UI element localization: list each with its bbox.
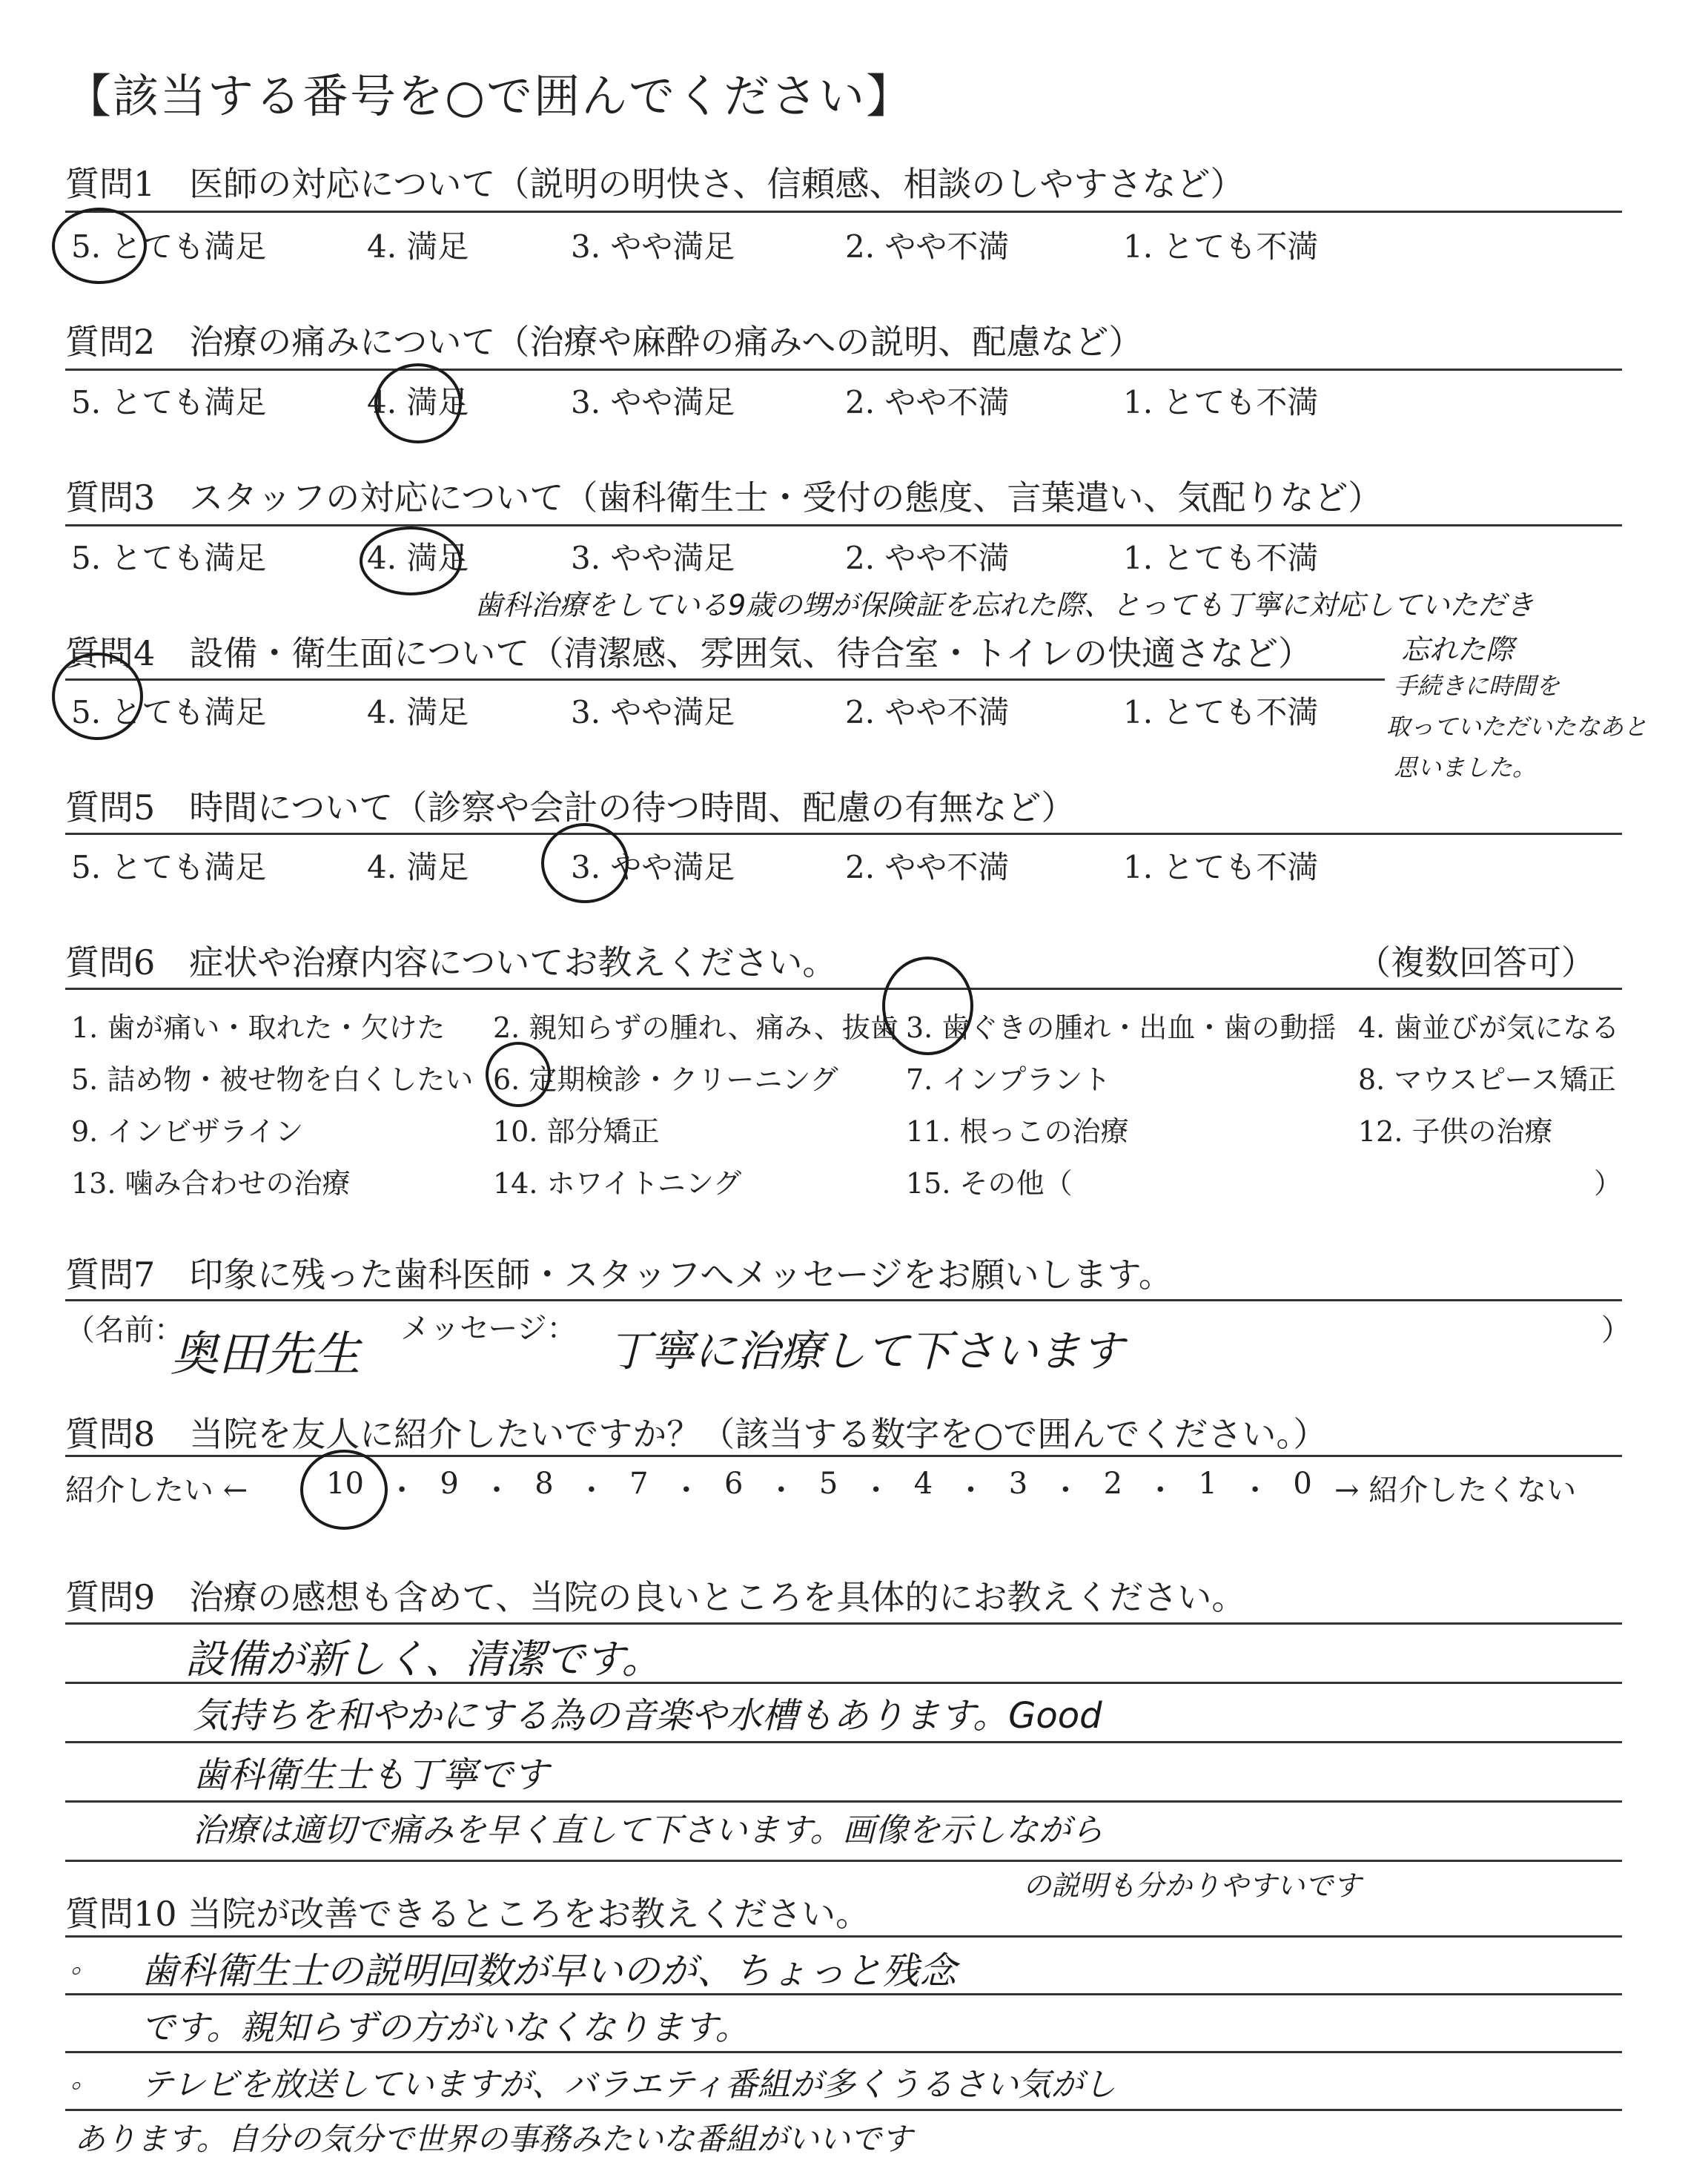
q3-handwritten-note-line5: 思いました。: [1394, 753, 1537, 782]
q8-scale-2[interactable]: 2: [1103, 1467, 1123, 1501]
q4-option-4[interactable]: 4. 満足: [367, 694, 469, 730]
q3-selection-circle: [360, 526, 462, 595]
q4-rule: [65, 678, 1385, 681]
q8-scale-0[interactable]: 0: [1293, 1467, 1312, 1501]
q7-rule: [65, 1299, 1622, 1301]
q3-option-5[interactable]: 5. とても満足: [71, 540, 267, 576]
q6-item-14[interactable]: 14. ホワイトニング: [493, 1167, 742, 1200]
q8-left-label: 紹介したい ←: [65, 1473, 248, 1507]
q6-item-7[interactable]: 7. インプラント: [906, 1063, 1111, 1096]
q8-scale-7[interactable]: 7: [629, 1467, 649, 1501]
q8-scale-6[interactable]: 6: [724, 1467, 744, 1501]
q8-scale-9[interactable]: 9: [440, 1467, 459, 1501]
q7-name-handwritten[interactable]: 奥田先生: [171, 1327, 360, 1382]
q2-option-4[interactable]: 4. 満足: [367, 384, 469, 420]
q8-scale-1[interactable]: 1: [1198, 1467, 1217, 1501]
q6-item-1[interactable]: 1. 歯が痛い・取れた・欠けた: [71, 1011, 446, 1044]
q6-item-15[interactable]: 15. その他（: [906, 1167, 1073, 1200]
q6-item-11[interactable]: 11. 根っこの治療: [906, 1115, 1129, 1148]
q10-answer-line3[interactable]: テレビを放送していますが、バラエティ番組が多くうるさい気がし: [141, 2066, 1116, 2104]
q6-other-close: ）: [1594, 1167, 1623, 1200]
q1-option-3[interactable]: 3. やや満足: [571, 228, 735, 265]
q8-scale-3[interactable]: 3: [1008, 1467, 1028, 1501]
q3-option-1[interactable]: 1. とても不満: [1123, 540, 1319, 576]
q5-option-5[interactable]: 5. とても満足: [71, 849, 267, 885]
q4-selection-circle: [52, 653, 143, 740]
q8-scale-dot: ・: [1145, 1473, 1176, 1507]
q9-rule-4: [65, 1860, 1622, 1862]
q8-scale-dot: ・: [482, 1473, 512, 1507]
q2-rule: [65, 369, 1622, 371]
q4-option-5[interactable]: 5. とても満足: [71, 694, 267, 730]
q6-title: 質問6 症状や治療内容についてお教えください。: [65, 942, 837, 982]
q4-title: 質問4 設備・衛生面について（清潔感、雰囲気、待合室・トイレの快適さなど）: [65, 633, 1313, 673]
q2-selection-circle: [374, 363, 462, 443]
q6-selection-circle-3: [882, 957, 973, 1055]
q3-option-2[interactable]: 2. やや不満: [845, 540, 1010, 576]
q8-scale-dot: ・: [861, 1473, 891, 1507]
q9-title: 質問9 治療の感想も含めて、当院の良いところを具体的にお教えください。: [65, 1577, 1246, 1617]
q6-item-12[interactable]: 12. 子供の治療: [1358, 1115, 1553, 1148]
q10-answer-line4[interactable]: あります。自分の気分で世界の事務みたいな番組がいいです: [74, 2121, 913, 2157]
q9-answer-line3[interactable]: 歯科衛生士も丁寧です: [193, 1754, 549, 1796]
q7-name-label: （名前：: [65, 1313, 184, 1347]
q8-scale-8[interactable]: 8: [534, 1467, 554, 1501]
q3-option-3[interactable]: 3. やや満足: [571, 540, 735, 576]
q5-option-1[interactable]: 1. とても不満: [1123, 849, 1319, 885]
q8-scale-dot: ・: [1240, 1473, 1271, 1507]
q5-option-2[interactable]: 2. やや不満: [845, 849, 1010, 885]
q3-handwritten-note-line4: 取っていただいたなあと: [1386, 713, 1648, 741]
q4-option-3[interactable]: 3. やや満足: [571, 694, 735, 730]
q8-scale: [326, 1467, 1312, 1509]
q9-rule-2: [65, 1741, 1622, 1743]
q9-answer-line4[interactable]: 治療は適切で痛みを早く直して下さいます。画像を示しながら: [193, 1811, 1104, 1849]
q9-answer-extra[interactable]: の説明も分かりやすいです: [1023, 1869, 1362, 1902]
q6-item-3[interactable]: 3. 歯ぐきの腫れ・出血・歯の動揺: [906, 1011, 1337, 1044]
q9-rule-3: [65, 1800, 1622, 1803]
q9-rule-0: [65, 1622, 1622, 1625]
q8-title: 質問8 当院を友人に紹介したいですか？（該当する数字を○で囲んでください。）: [65, 1414, 1328, 1454]
q8-scale-dot: ・: [671, 1473, 701, 1507]
q3-handwritten-note-line1: 歯科治療をしている9歳の甥が保険証を忘れた際、とっても丁寧に対応していただき: [474, 589, 1535, 621]
q10-rule-3: [65, 2109, 1622, 2111]
q2-option-3[interactable]: 3. やや満足: [571, 384, 735, 420]
q5-selection-circle: [541, 823, 629, 903]
q1-option-4[interactable]: 4. 満足: [367, 228, 469, 265]
q8-scale-dot: ・: [766, 1473, 796, 1507]
q4-option-1[interactable]: 1. とても不満: [1123, 694, 1319, 730]
q3-handwritten-note-line3: 手続きに時間を: [1394, 672, 1560, 700]
q2-option-2[interactable]: 2. やや不満: [845, 384, 1010, 420]
q1-selection-circle: [52, 208, 147, 284]
q8-scale-4[interactable]: 4: [913, 1467, 933, 1501]
q1-rule: [65, 211, 1622, 213]
q6-note: （複数回答可）: [1357, 942, 1595, 982]
q1-option-2[interactable]: 2. やや不満: [845, 228, 1010, 265]
q6-item-9[interactable]: 9. インビザライン: [71, 1115, 304, 1148]
q5-rule: [65, 833, 1622, 835]
q8-scale-dot: ・: [956, 1473, 986, 1507]
q10-bullet-1: 。: [71, 1949, 99, 1979]
q1-option-5[interactable]: 5. とても満足: [71, 228, 267, 265]
q2-option-5[interactable]: 5. とても満足: [71, 384, 267, 420]
q8-selection-circle: [300, 1450, 388, 1530]
q8-right-label: → 紹介したくない: [1334, 1473, 1577, 1507]
q10-title: 質問10 当院が改善できるところをお教えください。: [65, 1894, 870, 1934]
q6-item-10[interactable]: 10. 部分矯正: [493, 1115, 660, 1148]
q8-scale-dot: ・: [1050, 1473, 1081, 1507]
q7-close: ）: [1601, 1313, 1631, 1347]
q8-scale-dot: ・: [576, 1473, 606, 1507]
q5-title: 質問5 時間について（診察や会計の待つ時間、配慮の有無など）: [65, 787, 1076, 828]
q1-option-1[interactable]: 1. とても不満: [1123, 228, 1319, 265]
q6-item-8[interactable]: 8. マウスピース矯正: [1358, 1063, 1616, 1096]
q4-option-2[interactable]: 2. やや不満: [845, 694, 1010, 730]
q3-option-4[interactable]: 4. 満足: [367, 540, 469, 576]
q1-title: 質問1 医師の対応について（説明の明快さ、信頼感、相談のしやすさなど）: [65, 164, 1245, 204]
q3-handwritten-note-line2: 忘れた際: [1401, 633, 1515, 666]
q5-option-4[interactable]: 4. 満足: [367, 849, 469, 885]
q8-rule: [65, 1455, 1622, 1457]
q6-item-4[interactable]: 4. 歯並びが気になる: [1358, 1011, 1620, 1044]
q7-title: 質問7 印象に残った歯科医師・スタッフへメッセージをお願いします。: [65, 1255, 1173, 1295]
q6-item-2[interactable]: 2. 親知らずの腫れ、痛み、抜歯: [493, 1011, 898, 1044]
q6-rule: [65, 988, 1622, 990]
q9-answer-line1[interactable]: 設備が新しく、清潔です。: [185, 1636, 662, 1682]
q10-answer-line1[interactable]: 歯科衛生士の説明回数が早いのが、ちょっと残念: [141, 1949, 956, 1992]
q7-message-handwritten[interactable]: 丁寧に治療して下さいます: [608, 1326, 1125, 1376]
q8-scale-10[interactable]: 10: [326, 1467, 364, 1501]
q3-rule: [65, 524, 1622, 526]
q6-item-13[interactable]: 13. 噛み合わせの治療: [71, 1167, 351, 1200]
q7-message-label: メッセージ：: [400, 1312, 577, 1346]
q3-title: 質問3 スタッフの対応について（歯科衛生士・受付の態度、言葉遣い、気配りなど）: [65, 478, 1383, 518]
q6-item-5[interactable]: 5. 詰め物・被せ物を白くしたい: [71, 1063, 474, 1096]
q6-item-6[interactable]: 6. 定期検診・クリーニング: [493, 1063, 838, 1096]
q6-selection-circle-6: [486, 1042, 551, 1107]
q10-rule-0: [65, 1935, 1622, 1938]
q2-title: 質問2 治療の痛みについて（治療や麻酔の痛みへの説明、配慮など）: [65, 322, 1143, 362]
q8-scale-5[interactable]: 5: [818, 1467, 838, 1501]
q8-scale-dot: ・: [387, 1473, 417, 1507]
page-header: 【該当する番号を○で囲んでください】: [65, 69, 914, 123]
q10-rule-2: [65, 2051, 1622, 2053]
q5-option-3[interactable]: 3. やや満足: [571, 849, 735, 885]
q9-answer-line2[interactable]: 気持ちを和やかにする為の音楽や水槽もあります。Good: [193, 1695, 1102, 1737]
q10-bullet-2: 。: [71, 2064, 99, 2094]
q2-option-1[interactable]: 1. とても不満: [1123, 384, 1319, 420]
q10-answer-line2[interactable]: です。親知らずの方がいなくなります。: [141, 2007, 749, 2047]
